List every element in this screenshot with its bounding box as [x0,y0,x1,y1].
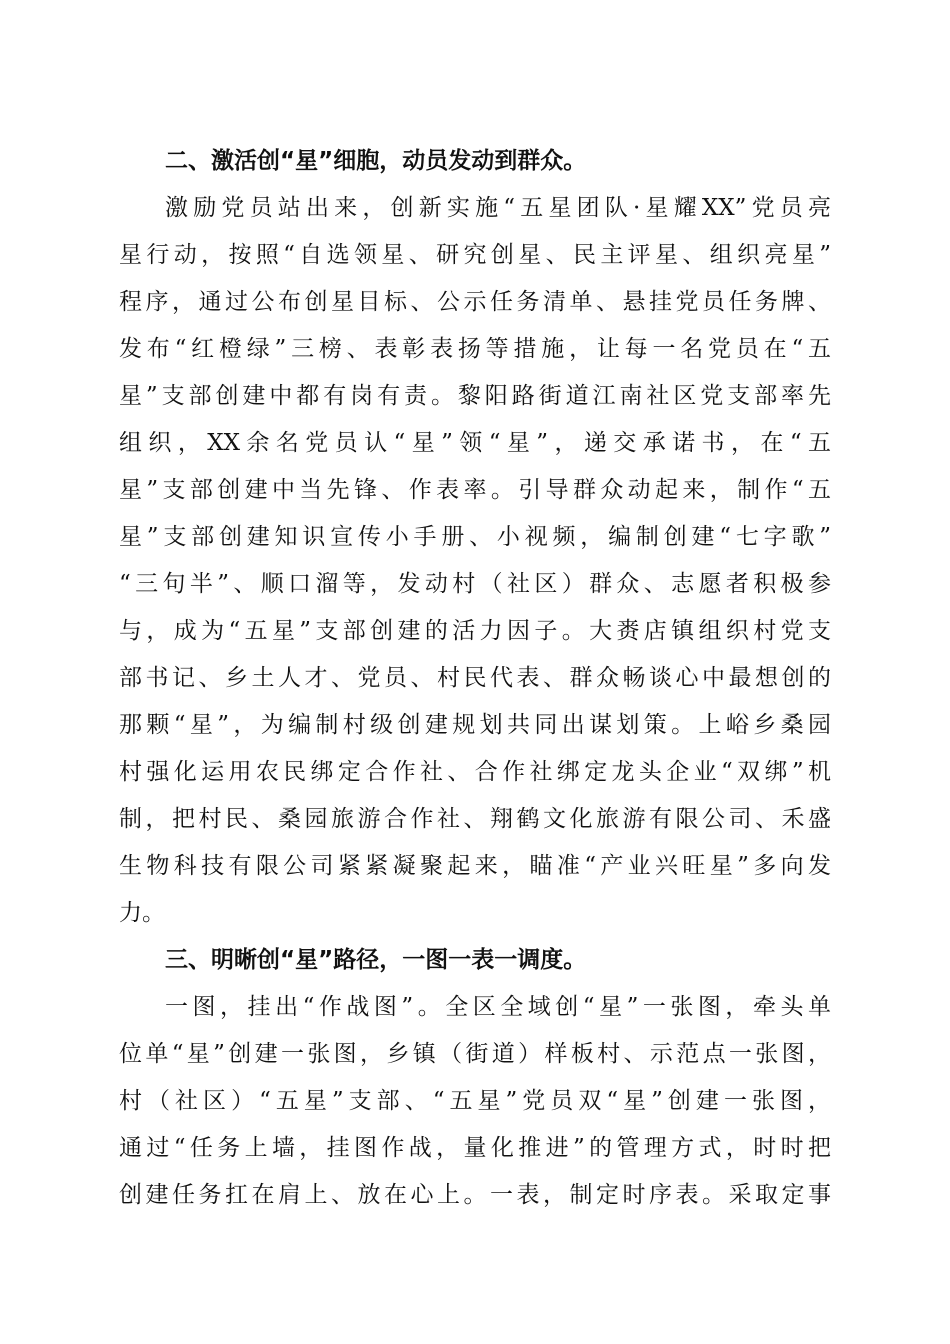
paragraph-line: 村（社区）“五星”支部、“五星”党员双“星”创建一张图， [119,1088,831,1114]
paragraph-line: 位单“星”创建一张图，乡镇（街道）样板村、示范点一张图， [119,1041,831,1067]
section-heading-3: 三、明晰创“星”路径，一图一表一调度。 [165,947,587,973]
paragraph-line: 与，成为“五星”支部创建的活力因子。大赉店镇组织村党支 [119,618,831,644]
paragraph-line: 制，把村民、桑园旅游合作社、翔鹤文化旅游有限公司、禾盛 [119,806,831,832]
paragraph-line: 生物科技有限公司紧紧凝聚起来，瞄准“产业兴旺星”多向发 [119,853,831,879]
paragraph-line: 通过“任务上墙，挂图作战，量化推进”的管理方式，时时把 [119,1135,831,1161]
document-body [119,138,831,1219]
paragraph-line: 星”支部创建知识宣传小手册、小视频，编制创建“七字歌” [119,524,831,550]
paragraph-line: 星行动，按照“自选领星、研究创星、民主评星、组织亮星” [119,242,831,268]
section-heading-2: 二、激活创“星”细胞，动员发动到群众。 [165,148,587,174]
paragraph-line: 那颗“星”，为编制村级创建规划共同出谋划策。上峪乡桑园 [119,712,831,738]
paragraph-line: 星”支部创建中都有岗有责。黎阳路街道江南社区党支部率先 [119,383,831,409]
paragraph-line: 力。 [119,900,165,926]
paragraph-line: 创建任务扛在肩上、放在心上。一表，制定时序表。采取定事 [119,1182,831,1208]
paragraph-line: 程序，通过公布创星目标、公示任务清单、悬挂党员任务牌、 [119,289,831,315]
paragraph-line: 村强化运用农民绑定合作社、合作社绑定龙头企业“双绑”机 [119,759,831,785]
paragraph-line: 星”支部创建中当先锋、作表率。引导群众动起来，制作“五 [119,477,831,503]
paragraph-line: 激励党员站出来，创新实施“五星团队·星耀XX”党员亮 [165,195,831,221]
paragraph-line: 发布“红橙绿”三榜、表彰表扬等措施，让每一名党员在“五 [119,336,831,362]
paragraph-line: 部书记、乡土人才、党员、村民代表、群众畅谈心中最想创的 [119,665,831,691]
paragraph-line: “三句半”、顺口溜等，发动村（社区）群众、志愿者积极参 [119,571,831,597]
paragraph-line: 组织，XX余名党员认“星”领“星”，递交承诺书，在“五 [119,430,831,456]
paragraph-line: 一图，挂出“作战图”。全区全域创“星”一张图，牵头单 [165,994,831,1020]
